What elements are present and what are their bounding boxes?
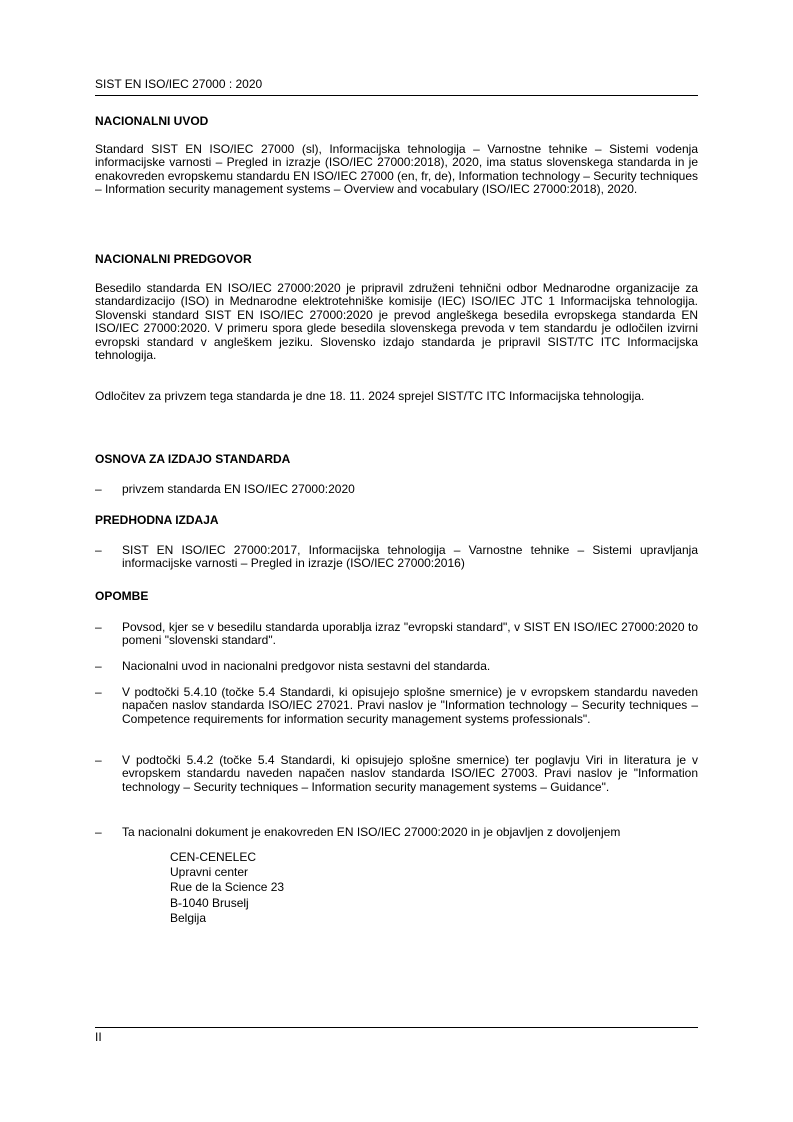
list-item	[95, 660, 698, 673]
list-dash: –	[95, 659, 102, 673]
paragraph-nacionalni-uvod: Standard SIST EN ISO/IEC 27000 (sl), Informacijska tehnologija – Varnostne tehnike – Sistemi vodenja informacijske varnosti – Pregled in izrazje (ISO/IEC 27000:2018), 2020, ima status slovenskega standarda in je enakovreden evropskemu standardu EN ISO/IEC 27000 (en, fr, de), Information technology – Security techniques – Information security management systems – Overview and vocabulary (ISO/IEC 27000:2018), 2020.	[95, 142, 699, 197]
list-item	[95, 483, 698, 496]
list-item	[95, 826, 698, 839]
address-line: Rue de la Science 23	[170, 880, 285, 895]
list-item-text: Povsod, kjer se v besedilu standarda uporablja izraz "evropski standard", v SIST EN ISO/IEC 27000:2020 to pomeni "slovenski standard".	[122, 620, 698, 648]
heading-predhodna-izdaja: PREDHODNA IZDAJA	[95, 513, 219, 527]
list-item-text: privzem standarda EN ISO/IEC 27000:2020	[122, 482, 355, 496]
list-dash: –	[95, 825, 102, 839]
heading-nacionalni-uvod: NACIONALNI UVOD	[95, 114, 209, 128]
heading-opombe: OPOMBE	[95, 589, 149, 603]
paragraph-predgovor-2: Odločitev za privzem tega standarda je dne 18. 11. 2024 sprejel SIST/TC ITC Informacijska tehnologija.	[95, 389, 645, 403]
list-item-text: SIST EN ISO/IEC 27000:2017, Informacijska tehnologija – Varnostne tehnike – Sistemi upravljanja informacijske varnosti – Pregled in izrazje (ISO/IEC 27000:2016)	[122, 543, 698, 571]
paragraph-predgovor-1: Besedilo standarda EN ISO/IEC 27000:2020 je pripravil združeni tehnični odbor Mednarodne organizacije za standardizacijo (ISO) in Mednarodne elektrotehniške komisije (IEC) ISO/IEC JTC 1 Informacijska tehnologija. Slovenski standard SIST EN ISO/IEC 27000:2020 je prevod angleškega besedila evropskega standarda EN ISO/IEC 27000:2020. V primeru spora glede besedila slovenskega prevoda v tem standardu je odločilen izvirni evropski standard v angleškem jeziku. Slovensko izdajo standarda je pripravil SIST/TC ITC Informacijska tehnologija.	[95, 281, 698, 363]
footer-divider	[95, 1027, 698, 1028]
list-dash: –	[95, 620, 102, 634]
address-line: CEN-CENELEC	[170, 850, 257, 864]
list-dash: –	[95, 753, 102, 767]
list-item	[95, 621, 698, 648]
page-number: II	[95, 1030, 102, 1044]
address-line: B-1040 Bruselj	[170, 895, 249, 910]
list-dash: –	[95, 685, 102, 699]
address-line: Belgija	[170, 910, 207, 925]
list-item	[95, 544, 698, 571]
list-item-text: V podtočki 5.4.2 (točke 5.4 Standardi, ki opisujejo splošne smernice) ter poglavju Viri in literatura je v evropskem standardu naveden napačen naslov standarda ISO/IEC 27003. Pravi naslov je "Information technology – Security techniques – Information security management systems – Guidance".	[122, 753, 698, 794]
list-item-text: Ta nacionalni dokument je enakovreden EN ISO/IEC 27000:2020 in je objavljen z dovoljenjem	[122, 825, 621, 839]
heading-nacionalni-predgovor: NACIONALNI PREDGOVOR	[95, 252, 252, 266]
heading-osnova: OSNOVA ZA IZDAJO STANDARDA	[95, 452, 291, 466]
list-dash: –	[95, 482, 102, 496]
list-item	[95, 754, 698, 794]
list-item-text: V podtočki 5.4.10 (točke 5.4 Standardi, ki opisujejo splošne smernice) je v evropskem standardu naveden napačen naslov standarda ISO/IEC 27021. Pravi naslov je "Information technology – Security techniques – Competence requirements for information security management systems professionals".	[122, 685, 698, 726]
address-line: Upravni center	[170, 865, 249, 880]
address-block	[170, 850, 284, 926]
running-header: SIST EN ISO/IEC 27000 : 2020	[95, 78, 698, 96]
list-item-text: Nacionalni uvod in nacionalni predgovor nista sestavni del standarda.	[122, 659, 491, 673]
list-item	[95, 686, 698, 726]
list-dash: –	[95, 543, 102, 557]
